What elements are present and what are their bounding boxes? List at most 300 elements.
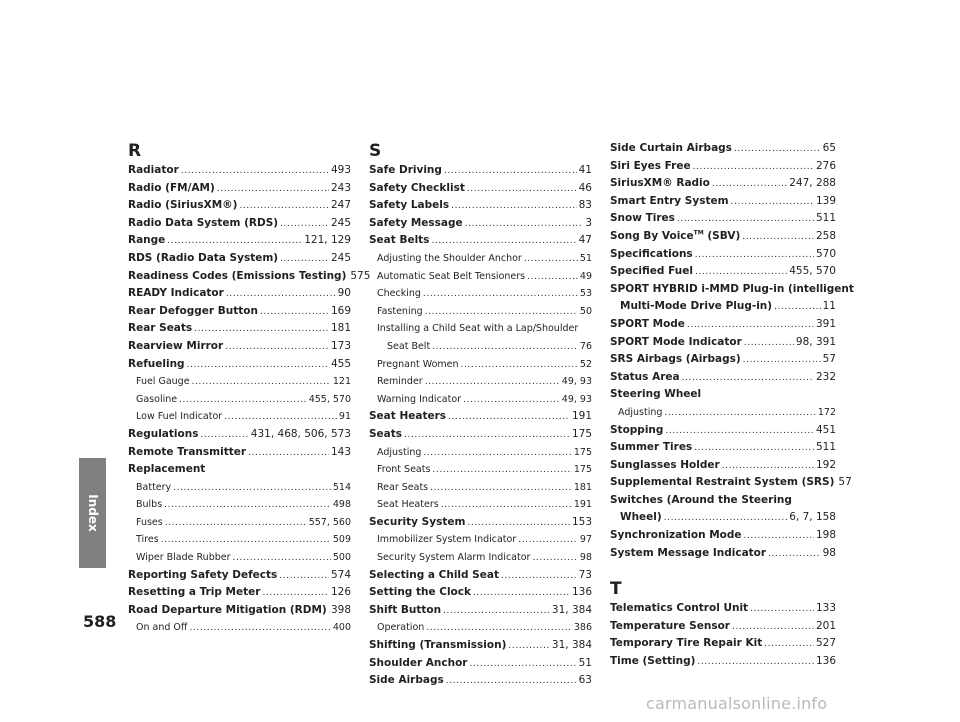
entry-term — [610, 635, 762, 653]
page-references[interactable]: 52 — [579, 358, 592, 370]
index-entry[interactable] — [610, 140, 836, 158]
page-references[interactable]: 509 — [332, 534, 351, 546]
subentry-term — [387, 338, 430, 356]
entry-term — [369, 232, 429, 250]
entry-term — [128, 320, 192, 338]
dot-leader — [732, 619, 814, 637]
index-entry[interactable] — [610, 545, 836, 563]
term-text: Smart Entry System — [610, 194, 729, 207]
page-references[interactable]: 175 — [573, 446, 592, 458]
index-entry[interactable] — [610, 509, 836, 527]
entry-term — [610, 158, 691, 176]
index-entry[interactable] — [128, 320, 351, 338]
dot-leader — [768, 546, 821, 564]
term-text: Remote Transmitter — [128, 445, 247, 458]
entry-term — [610, 474, 834, 492]
index-entry[interactable] — [128, 567, 351, 585]
dot-leader — [173, 480, 331, 498]
subentry-term — [377, 531, 516, 549]
index-subentry[interactable] — [369, 285, 592, 303]
index-subentry[interactable] — [369, 303, 592, 321]
index-heading: Switches (Around the Steering — [610, 493, 792, 506]
dot-leader — [233, 550, 331, 568]
page-references[interactable]: 153 — [571, 515, 592, 528]
page-references[interactable]: 455, 570 — [308, 393, 351, 405]
page-references[interactable]: 98 — [579, 552, 592, 564]
entry-term — [620, 298, 772, 316]
index-entry[interactable] — [128, 584, 351, 602]
entry-term — [369, 602, 441, 620]
page-references[interactable]: 51 — [578, 656, 592, 669]
index-entry[interactable] — [610, 351, 836, 369]
index-subentry[interactable] — [369, 479, 592, 497]
page-references[interactable]: 498 — [332, 499, 351, 511]
page-references[interactable]: 31, 384 — [551, 603, 592, 616]
term-text: Siri Eyes Free — [610, 159, 691, 172]
page-references[interactable]: 98 — [822, 546, 836, 559]
index-entry[interactable] — [610, 422, 836, 440]
entry-term — [128, 426, 198, 444]
index-entry[interactable] — [610, 193, 836, 211]
index-entry[interactable] — [610, 334, 836, 352]
page-references[interactable]: 181 — [573, 481, 592, 493]
term-text: Telematics Control Unit — [610, 602, 749, 615]
index-subentry[interactable] — [128, 531, 351, 549]
page-references[interactable]: 143 — [330, 445, 351, 458]
page-references[interactable]: 169 — [330, 304, 351, 317]
index-entry[interactable] — [610, 298, 836, 316]
index-entry[interactable] — [610, 600, 836, 618]
page-references[interactable]: 97 — [579, 534, 592, 546]
page-references[interactable]: 181 — [330, 322, 351, 335]
page-references[interactable]: 527 — [815, 637, 836, 650]
subentry-term — [377, 479, 428, 497]
page-references[interactable]: 51 — [579, 252, 592, 264]
index-entry[interactable] — [128, 426, 351, 444]
index-entry[interactable] — [610, 158, 836, 176]
term-text: Pregnant Women — [377, 358, 459, 370]
entry-term — [610, 545, 766, 563]
page-references[interactable]: 47 — [578, 234, 592, 247]
index-heading: Steering Wheel — [610, 388, 702, 401]
index-entry[interactable] — [369, 232, 592, 250]
index-entry[interactable] — [128, 356, 351, 374]
dot-leader — [189, 620, 330, 638]
page-references[interactable]: 245 — [330, 216, 351, 229]
page-references[interactable]: 136 — [815, 655, 836, 668]
page-references[interactable]: 398 — [330, 603, 351, 616]
entry-term — [610, 246, 693, 264]
entry-term — [128, 250, 278, 268]
page-references[interactable]: 232 — [815, 370, 836, 383]
term-text: Shifting (Transmission) — [369, 639, 507, 652]
index-entry[interactable] — [128, 303, 351, 321]
term-text: Safety Labels — [369, 199, 450, 212]
page-references[interactable]: 91 — [338, 411, 351, 423]
index-entry[interactable] — [369, 602, 592, 620]
subentry-term — [377, 250, 522, 268]
entry-term — [610, 422, 663, 440]
index-side-tab[interactable] — [79, 458, 106, 568]
term-text: Safety Message — [369, 216, 463, 229]
page-references[interactable]: 557, 560 — [308, 516, 351, 528]
subentry-term — [618, 404, 662, 422]
entry-term — [369, 426, 402, 444]
index-subentry[interactable] — [369, 461, 592, 479]
page-references[interactable]: 247 — [330, 199, 351, 212]
index-entry[interactable] — [128, 338, 351, 356]
page-references[interactable]: 455 — [330, 357, 351, 370]
page-references[interactable]: 63 — [578, 674, 592, 687]
index-entry[interactable] — [610, 369, 836, 387]
entry-term — [610, 600, 748, 618]
index-entry[interactable] — [128, 444, 351, 462]
term-text: SRS Airbags (Airbags) — [610, 353, 741, 366]
index-heading: SPORT HYBRID i-MMD Plug-in (intelligent — [610, 282, 854, 295]
index-entry[interactable] — [369, 584, 592, 602]
page-references[interactable]: 514 — [332, 481, 351, 493]
page-references[interactable]: 121, 129 — [304, 234, 351, 247]
index-entry[interactable] — [610, 228, 836, 246]
term-text: System Message Indicator — [610, 546, 767, 559]
page-references[interactable]: 192 — [815, 458, 836, 471]
index-entry[interactable] — [128, 285, 351, 303]
page-references[interactable]: 511 — [815, 441, 836, 454]
index-entry[interactable] — [128, 602, 351, 620]
page-references[interactable]: 258 — [815, 229, 836, 242]
dot-leader — [695, 247, 814, 265]
index-entry[interactable] — [610, 246, 836, 264]
dot-leader — [224, 409, 337, 427]
page-references[interactable]: 276 — [815, 159, 836, 172]
page-references[interactable]: 391 — [815, 317, 836, 330]
index-subentry[interactable] — [610, 404, 836, 422]
dot-leader — [448, 409, 570, 427]
term-text: Temperature Sensor — [610, 619, 730, 632]
index-entry[interactable] — [610, 316, 836, 334]
subentry-term — [377, 373, 423, 391]
dot-leader — [425, 304, 578, 322]
subentry-term — [136, 619, 187, 637]
index-entry[interactable] — [369, 514, 592, 532]
dot-leader — [239, 198, 328, 216]
page-references[interactable]: 49, 93 — [561, 393, 592, 405]
index-entry[interactable] — [369, 215, 592, 233]
index-subentry[interactable] — [369, 268, 592, 286]
index-subentry[interactable] — [369, 549, 592, 567]
subentry-term — [136, 408, 222, 426]
page-references[interactable]: 49, 93 — [561, 376, 592, 388]
index-subentry[interactable] — [128, 514, 351, 532]
page-references[interactable]: 57 — [838, 476, 852, 489]
index-side-tab-label: Index — [85, 494, 100, 532]
term-text: Specified Fuel — [610, 265, 693, 278]
term-text: Wiper Blade Rubber — [136, 552, 231, 564]
page-references[interactable]: 574 — [330, 568, 351, 581]
index-entry[interactable] — [610, 635, 836, 653]
term-text: Side Airbags — [369, 674, 444, 687]
dot-leader — [432, 339, 578, 357]
index-heading: Replacement — [128, 463, 206, 476]
dot-leader — [225, 339, 329, 357]
dot-leader — [441, 497, 572, 515]
entry-term — [610, 439, 692, 457]
entry-term — [128, 162, 179, 180]
term-text: Rear Seats — [128, 322, 193, 335]
index-subentry[interactable] — [128, 549, 351, 567]
index-entry[interactable] — [369, 637, 592, 655]
term-text: Radio Data System (RDS) — [128, 216, 279, 229]
term-text: Regulations — [128, 427, 199, 440]
page-references[interactable]: 76 — [579, 340, 592, 352]
dot-leader — [465, 216, 584, 234]
page-references[interactable]: 191 — [571, 410, 592, 423]
dot-leader — [444, 163, 577, 181]
page-references[interactable]: 201 — [815, 619, 836, 632]
page-references[interactable]: 175 — [573, 464, 592, 476]
term-text: SiriusXM® Radio — [610, 177, 710, 190]
page-references[interactable]: 500 — [332, 552, 351, 564]
page-references[interactable]: 386 — [573, 622, 592, 634]
dot-leader — [501, 568, 577, 586]
subentry-term — [377, 619, 424, 637]
index-entry[interactable] — [128, 268, 371, 286]
page-references[interactable]: 49 — [579, 270, 592, 282]
trademark-superscript: TM — [693, 229, 704, 237]
dot-leader — [687, 317, 814, 335]
entry-term — [369, 408, 446, 426]
page-references[interactable]: 6, 7, 158 — [789, 511, 836, 524]
index-entry[interactable] — [369, 408, 592, 426]
subentry-term — [377, 444, 421, 462]
term-text: Wheel) — [620, 511, 662, 524]
entry-term — [128, 232, 165, 250]
term-text: Fastening — [377, 305, 423, 317]
dot-leader — [467, 515, 570, 533]
page-references[interactable]: 83 — [578, 199, 592, 212]
entry-term — [128, 180, 215, 198]
index-entry[interactable] — [610, 457, 836, 475]
entry-term — [610, 175, 710, 193]
subentry-term — [136, 549, 231, 567]
index-entry[interactable] — [369, 180, 592, 198]
page-number: 588 — [83, 612, 117, 631]
term-text: Rearview Mirror — [128, 339, 224, 352]
page-references[interactable]: 11 — [822, 300, 836, 313]
term-text: Fuses — [136, 516, 163, 528]
index-column-s-t — [610, 140, 854, 671]
index-subentry[interactable] — [369, 250, 592, 268]
term-text: Song By Voice — [610, 229, 694, 242]
entry-term — [128, 338, 223, 356]
term-text: Safe Driving — [369, 164, 442, 176]
dot-leader — [743, 352, 821, 370]
page-references[interactable]: 575 — [350, 269, 371, 282]
index-entry[interactable] — [610, 175, 836, 193]
term-text: Road Departure Mitigation (RDM) — [128, 603, 327, 616]
entry-term — [369, 655, 468, 673]
page-references[interactable]: 570 — [815, 247, 836, 260]
term-text: Warning Indicator — [377, 393, 462, 405]
entry-term — [610, 140, 732, 158]
dot-leader — [192, 374, 331, 392]
page-references[interactable]: 451 — [815, 423, 836, 436]
page-references[interactable]: 455, 570 — [789, 265, 836, 278]
index-entry[interactable] — [610, 263, 836, 281]
dot-leader — [695, 264, 787, 282]
index-subentry[interactable] — [128, 373, 351, 391]
term-text: Adjusting — [618, 406, 663, 418]
index-subentry[interactable] — [369, 531, 592, 549]
page-references[interactable]: 400 — [332, 622, 351, 634]
term-text: Radio (SiriusXM®) — [128, 199, 238, 212]
watermark-text: carmanualsonline.info — [646, 694, 828, 713]
subentry-term — [136, 373, 190, 391]
entry-term — [369, 180, 465, 198]
entry-term — [128, 285, 224, 303]
index-entry[interactable] — [610, 653, 836, 671]
index-subentry[interactable] — [369, 391, 592, 409]
page-references[interactable]: 46 — [578, 181, 592, 194]
page-references[interactable]: 245 — [330, 251, 351, 264]
index-subentry[interactable] — [128, 391, 351, 409]
page-references[interactable]: 73 — [578, 568, 592, 581]
page-references[interactable]: 126 — [330, 586, 351, 599]
page-references[interactable]: 31, 384 — [551, 639, 592, 652]
index-subentry[interactable] — [128, 408, 351, 426]
section-letter-r: R — [128, 141, 142, 161]
entry-term — [128, 215, 278, 233]
dot-leader — [446, 673, 577, 691]
index-entry[interactable] — [369, 426, 592, 444]
page-references[interactable]: 243 — [330, 181, 351, 194]
page-references[interactable]: 41 — [578, 164, 592, 176]
page-references[interactable]: 50 — [579, 305, 592, 317]
index-subentry[interactable] — [369, 338, 592, 356]
dot-leader — [165, 515, 307, 533]
index-entry[interactable] — [610, 474, 852, 492]
index-entry[interactable] — [128, 162, 351, 180]
entry-term — [369, 514, 465, 532]
index-subentry[interactable] — [369, 373, 592, 391]
index-subentry[interactable] — [128, 496, 351, 514]
term-text: Adjusting the Shoulder Anchor — [377, 252, 522, 264]
dot-leader — [248, 445, 329, 463]
index-list — [610, 140, 854, 562]
page-references[interactable]: 65 — [822, 142, 836, 154]
page-references[interactable]: 98, 391 — [795, 335, 836, 348]
index-column-s — [369, 140, 592, 690]
index-entry[interactable] — [128, 197, 351, 215]
index-entry[interactable] — [369, 197, 592, 215]
index-entry[interactable] — [128, 232, 351, 250]
dot-leader — [194, 321, 329, 339]
dot-leader — [167, 233, 302, 251]
index-subentry[interactable] — [128, 619, 351, 637]
subentry-term — [136, 514, 163, 532]
dot-leader — [181, 163, 329, 181]
term-text: Status Area — [610, 370, 680, 383]
index-entry[interactable] — [610, 210, 836, 228]
term-text: Specifications — [610, 247, 693, 260]
section-letter-s: S — [369, 141, 382, 161]
term-text: Battery — [136, 481, 172, 493]
index-entry[interactable] — [610, 527, 836, 545]
dot-leader — [527, 269, 578, 287]
term-text: Setting the Clock — [369, 586, 471, 599]
index-entry[interactable] — [369, 655, 592, 673]
page-references[interactable]: 431, 468, 506, 573 — [250, 427, 351, 440]
page-references[interactable]: 198 — [815, 529, 836, 542]
page-references[interactable]: 90 — [337, 287, 351, 300]
page-references[interactable]: 173 — [330, 339, 351, 352]
index-entry[interactable] — [610, 618, 836, 636]
index-entry[interactable] — [369, 567, 592, 585]
page-references[interactable]: 493 — [330, 164, 351, 176]
index-subentry-heading: Installing a Child Seat with a Lap/Shoulder — [377, 323, 579, 335]
dot-leader — [463, 392, 560, 410]
page-references[interactable]: 139 — [815, 194, 836, 207]
term-text: SPORT Mode Indicator — [610, 335, 742, 348]
index-subentry[interactable] — [369, 496, 592, 514]
page-references[interactable]: 172 — [817, 406, 836, 418]
dot-leader — [664, 510, 788, 528]
page-references[interactable]: 53 — [579, 288, 592, 300]
dot-leader — [217, 181, 329, 199]
index-subentry[interactable] — [369, 444, 592, 462]
term-text: Refueling — [128, 357, 185, 370]
dot-leader — [461, 357, 578, 375]
index-list — [369, 162, 592, 690]
term-text: Range — [128, 234, 166, 247]
page-references[interactable]: 247, 288 — [789, 177, 836, 190]
term-text: Time (Setting) — [610, 655, 696, 668]
page-references[interactable]: 175 — [571, 427, 592, 440]
subentry-term — [136, 391, 177, 409]
term-text: Seat Heaters — [377, 499, 439, 511]
page-references[interactable]: 133 — [815, 602, 836, 615]
index-subentry[interactable] — [128, 479, 351, 497]
term-text: Summer Tires — [610, 441, 693, 454]
page-references[interactable]: 57 — [822, 353, 836, 366]
index-entry[interactable] — [128, 215, 351, 233]
index-entry[interactable] — [128, 250, 351, 268]
index-entry[interactable] — [610, 439, 836, 457]
page-references[interactable]: 191 — [573, 499, 592, 511]
subentry-term — [136, 531, 159, 549]
page-references[interactable]: 121 — [332, 376, 351, 388]
index-subentry[interactable] — [369, 356, 592, 374]
term-text: On and Off — [136, 622, 188, 634]
term-text: Shift Button — [369, 603, 442, 616]
dot-leader — [774, 299, 821, 317]
entry-term — [610, 369, 680, 387]
entry-term — [369, 215, 463, 233]
page-references[interactable]: 3 — [585, 216, 592, 229]
term-text: Side Curtain Airbags — [610, 142, 732, 154]
dot-leader — [473, 585, 570, 603]
entry-term — [610, 457, 720, 475]
dot-leader — [750, 601, 814, 619]
page-references[interactable]: 136 — [571, 586, 592, 599]
dot-leader — [712, 176, 787, 194]
page-references[interactable]: 511 — [815, 212, 836, 225]
index-entry[interactable] — [369, 162, 592, 180]
index-subentry[interactable] — [369, 619, 592, 637]
term-text: Temporary Tire Repair Kit — [610, 637, 763, 650]
index-entry[interactable] — [369, 672, 592, 690]
index-entry[interactable] — [128, 180, 351, 198]
